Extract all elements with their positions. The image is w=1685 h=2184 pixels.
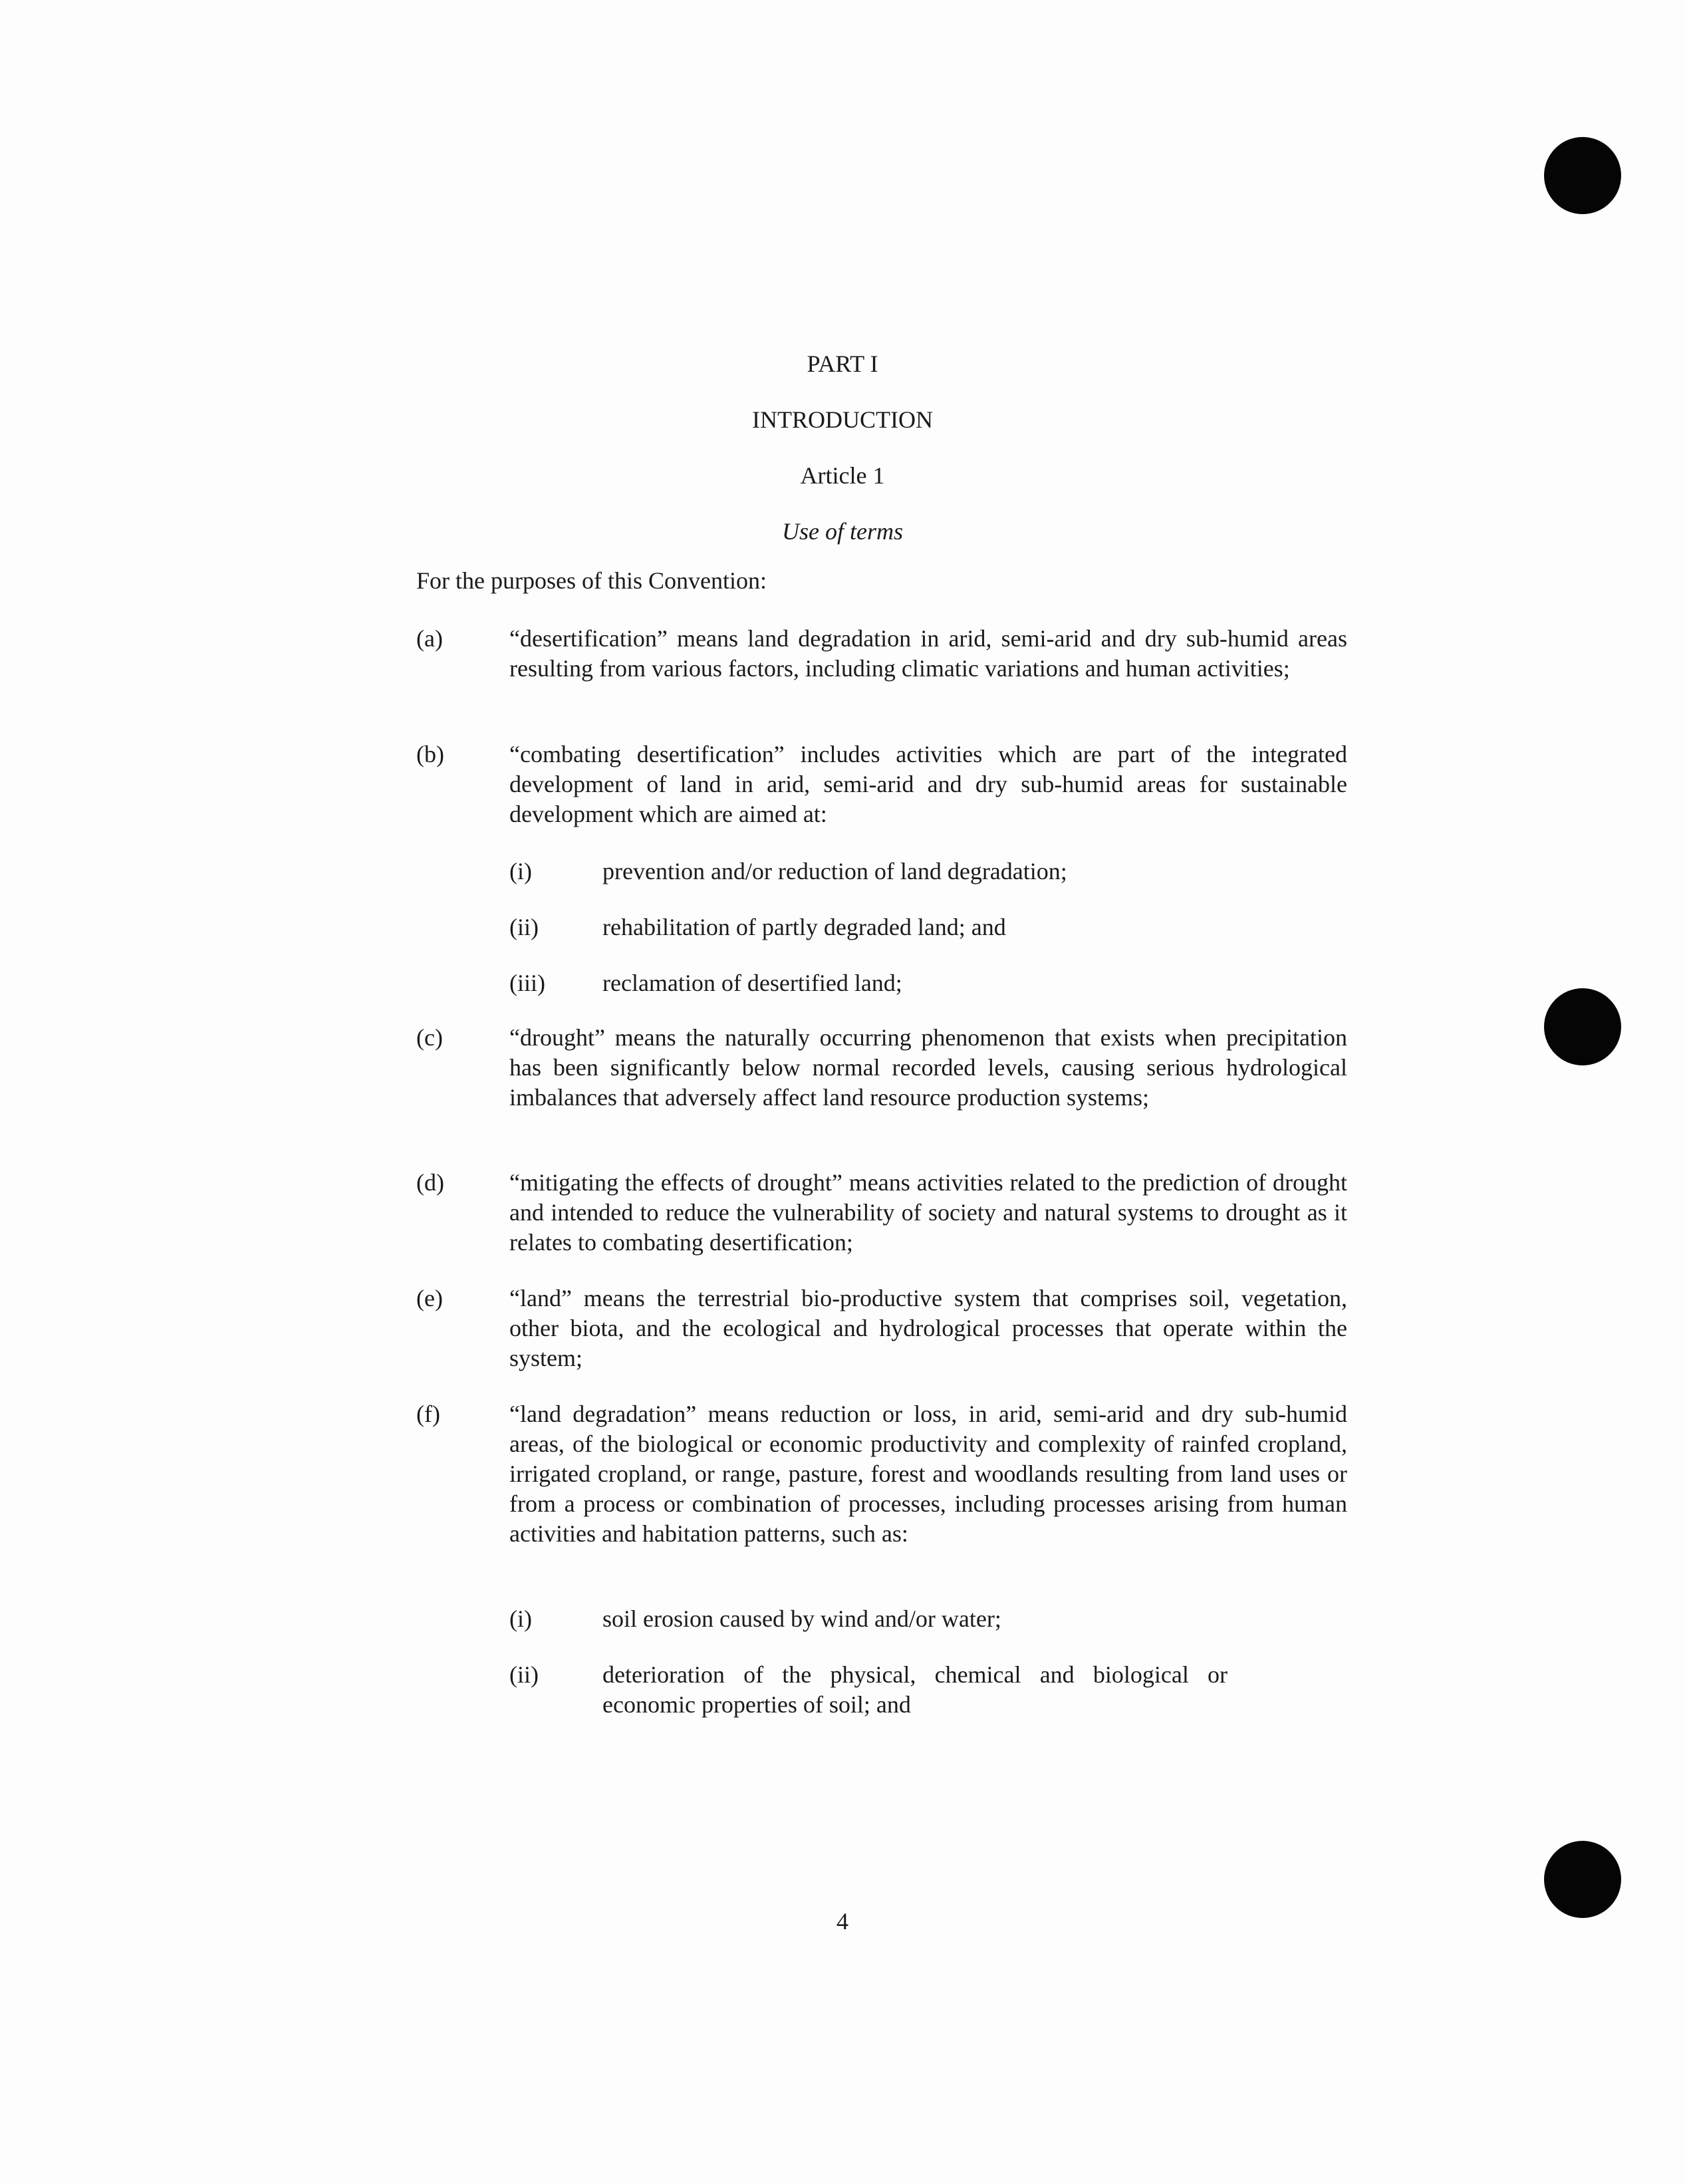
subitem-text-b-ii: rehabilitation of partly degraded land; and	[602, 914, 1006, 940]
item-label-a: (a)	[416, 625, 443, 652]
item-label-e: (e)	[416, 1285, 443, 1311]
punch-hole-top	[1544, 137, 1621, 214]
article-title: Use of terms	[782, 518, 903, 545]
item-label-b: (b)	[416, 741, 444, 767]
punch-hole-middle	[1544, 988, 1621, 1065]
subitem-text-b-iii: reclamation of desertified land;	[602, 970, 902, 996]
subitem-label-f-i: (i)	[509, 1605, 532, 1632]
item-label-f: (f)	[416, 1401, 440, 1427]
article-heading: Article 1	[800, 462, 885, 489]
item-label-d: (d)	[416, 1169, 444, 1196]
subitem-label-f-ii: (ii)	[509, 1661, 539, 1688]
item-text-e: “land” means the terrestrial bio-productive system that comprises soil, vegetation, other biota, and the ecological and hydrological processes that operate within the system;	[509, 1285, 1347, 1371]
intro-text: For the purposes of this Convention:	[416, 567, 767, 594]
subitem-text-b-i: prevention and/or reduction of land degradation;	[602, 858, 1067, 885]
subitem-label-b-i: (i)	[509, 858, 532, 885]
section-heading: INTRODUCTION	[752, 406, 933, 433]
subitem-label-b-ii: (ii)	[509, 914, 539, 940]
item-text-b: “combating desertification” includes activities which are part of the integrated development of land in arid, semi-arid and dry sub-humid areas for sustainable development which are aimed at:	[509, 741, 1347, 827]
item-text-d: “mitigating the effects of drought” means activities related to the prediction of drought and intended to reduce the vulnerability of society and natural systems to drought as it relates to combating desertification;	[509, 1169, 1347, 1256]
item-label-c: (c)	[416, 1024, 443, 1051]
item-text-f: “land degradation” means reduction or loss, in arid, semi-arid and dry sub-humid areas, of the biological or economic productivity and complexity of rainfed cropland, irrigated cropland, or range, pasture, forest and woodlands resulting from land uses or from a process or combination of processes, including processes arising from human activities and habitation patterns, such as:	[509, 1401, 1347, 1547]
subitem-text-f-ii: deterioration of the physical, chemical and biological or economic properties of soil; and	[602, 1661, 1228, 1718]
item-text-a: “desertification” means land degradation in arid, semi-arid and dry sub-humid areas resulting from various factors, including climatic variations and human activities;	[509, 625, 1347, 682]
item-text-c: “drought” means the naturally occurring phenomenon that exists when precipitation has been significantly below normal recorded levels, causing serious hydrological imbalances that adversely affect land resource production systems;	[509, 1024, 1347, 1111]
subitem-label-b-iii: (iii)	[509, 970, 545, 996]
page-number: 4	[837, 1908, 848, 1935]
part-heading: PART I	[807, 350, 878, 377]
subitem-text-f-i: soil erosion caused by wind and/or water;	[602, 1605, 1001, 1632]
